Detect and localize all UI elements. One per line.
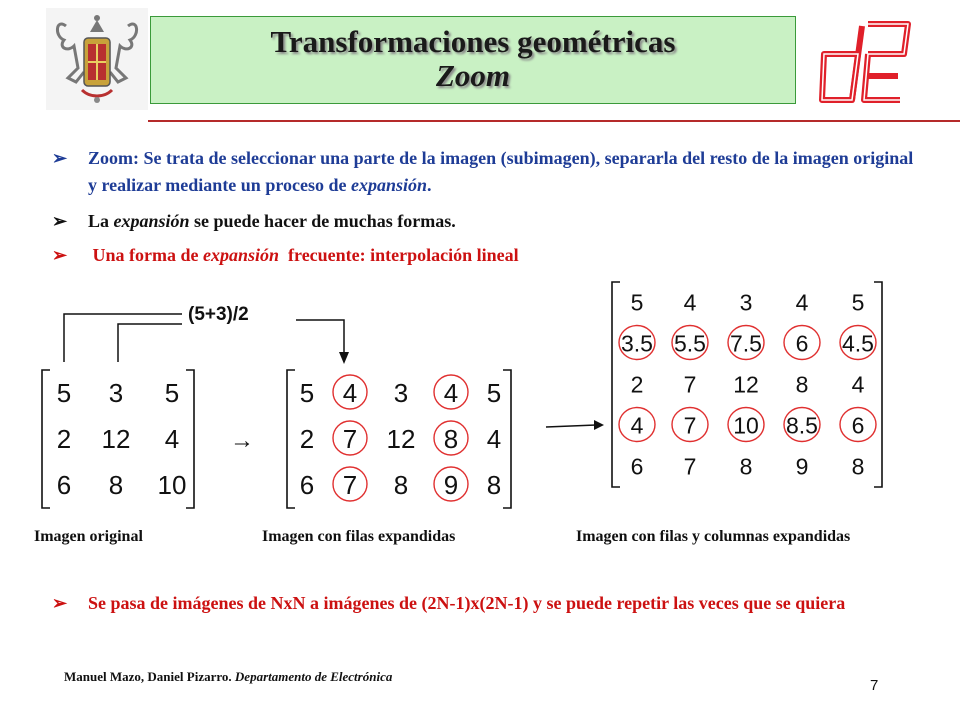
matrix-left-bracket xyxy=(42,370,50,508)
matrix-cell: 5 xyxy=(851,289,865,316)
matrix-right-bracket xyxy=(503,370,511,508)
matrix-cell: 6 xyxy=(299,470,315,501)
page-number: 7 xyxy=(870,677,879,694)
bullet-arrow-icon: ➢ xyxy=(52,148,68,168)
matrix-cell: 7 xyxy=(342,424,358,455)
bullet-text: La expansión se puede hacer de muchas formas. xyxy=(88,211,456,231)
matrix-cell: 4 xyxy=(164,424,180,455)
bullet-text: Zoom: Se trata de seleccionar una parte de la imagen (subimagen), separarla del resto de la imagen original y realizar mediante un proceso de expansión. xyxy=(88,148,914,195)
matrix-cell: 9 xyxy=(443,470,459,501)
matrix-cell: 7 xyxy=(683,453,697,480)
matrix-cell: 3 xyxy=(739,289,753,316)
matrix-left-bracket xyxy=(612,282,620,487)
caption-original: Imagen original xyxy=(34,528,143,545)
bullet-text: Una forma de expansión frecuente: interpolación lineal xyxy=(88,245,519,265)
matrix-cell: 8 xyxy=(851,453,865,480)
matrix-cell: 4 xyxy=(342,378,358,409)
matrix-left-bracket xyxy=(287,370,295,508)
matrix-cell: 5 xyxy=(56,378,72,409)
matrix-cell: 3 xyxy=(393,378,409,409)
caption-rows-expanded: Imagen con filas expandidas xyxy=(262,528,456,545)
matrix-cell: 7 xyxy=(683,371,697,398)
matrix-cell: 6 xyxy=(56,470,72,501)
matrix-cell: 12 xyxy=(101,424,131,455)
interpolation-formula: (5+3)/2 xyxy=(188,304,249,325)
matrix-cell: 8 xyxy=(443,424,459,455)
matrix-cell: 6 xyxy=(795,330,809,357)
matrix-cell: 8 xyxy=(795,371,809,398)
matrix-cell: 10 xyxy=(157,470,187,501)
matrix-cell: 5 xyxy=(164,378,180,409)
matrix-cell: 3.5 xyxy=(621,330,653,357)
page-title: Transformaciones geométricas xyxy=(270,24,676,59)
matrix-rows-expanded xyxy=(287,370,511,508)
matrix-cell: 5.5 xyxy=(674,330,706,357)
matrix-cell: 4 xyxy=(795,289,809,316)
matrix-right-bracket xyxy=(186,370,194,508)
matrix-cell: 5 xyxy=(299,378,315,409)
matrix-cell: 4 xyxy=(851,371,865,398)
matrix-cell: 8 xyxy=(486,470,502,501)
matrix-full-expanded xyxy=(612,282,882,487)
bullet-size-change xyxy=(52,590,932,646)
matrix-cell: 3 xyxy=(108,378,124,409)
matrix-cell: 2 xyxy=(56,424,72,455)
matrix-cell: 4 xyxy=(630,412,644,439)
matrix-cell: 2 xyxy=(299,424,315,455)
matrix-right-bracket xyxy=(874,282,882,487)
bullet-arrow-icon: ➢ xyxy=(52,245,68,265)
matrix-cell: 5 xyxy=(486,378,502,409)
matrix-cell: 8.5 xyxy=(786,412,818,439)
matrix-cell: 9 xyxy=(795,453,809,480)
matrix-cell: 6 xyxy=(851,412,865,439)
matrix-cell: 7 xyxy=(342,470,358,501)
matrix-original xyxy=(42,370,194,508)
transform-arrow-icon: → xyxy=(230,427,254,454)
matrix-cell: 2 xyxy=(630,371,644,398)
matrix-cell: 8 xyxy=(739,453,753,480)
footer-credits: Manuel Mazo, Daniel Pizarro. Departamento de Electrónica xyxy=(64,669,393,684)
matrix-cell: 8 xyxy=(393,470,409,501)
matrix-cell: 12 xyxy=(733,371,759,398)
matrix-cell: 4 xyxy=(486,424,502,455)
bullet-arrow-icon: ➢ xyxy=(52,593,68,613)
bullet-text: Se pasa de imágenes de NxN a imágenes de (2N-1)x(2N-1) y se puede repetir las veces que se quiera xyxy=(88,593,846,613)
matrix-cell: 10 xyxy=(733,412,759,439)
matrix-cell: 5 xyxy=(630,289,644,316)
matrix-cell: 7 xyxy=(683,412,697,439)
matrix-cell: 12 xyxy=(386,424,416,455)
matrix-cell: 8 xyxy=(108,470,124,501)
page-subtitle: Zoom xyxy=(435,58,511,93)
matrix-cell: 7.5 xyxy=(730,330,762,357)
matrix-cell: 4 xyxy=(443,378,459,409)
bullet-arrow-icon: ➢ xyxy=(52,211,68,231)
matrix-cell: 4.5 xyxy=(842,330,874,357)
caption-full-expanded: Imagen con filas y columnas expandidas xyxy=(576,528,851,545)
matrix-cell: 6 xyxy=(630,453,644,480)
formula-connector-arrows xyxy=(64,314,604,430)
matrix-cell: 4 xyxy=(683,289,697,316)
